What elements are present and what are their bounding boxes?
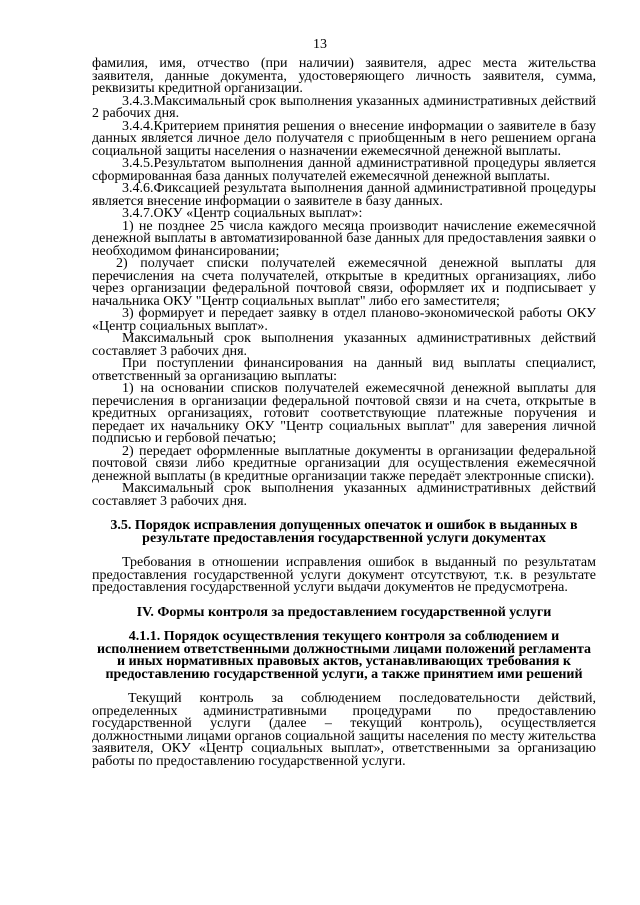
section-heading: 3.5. Порядок исправления допущенных опечаток и ошибок в выданных в результате предоставления государственной услуги документах bbox=[110, 518, 578, 546]
paragraph: Текущий контроль за соблюдением последовательности действий, определенных административными процедурами по предоставлению государственной услуги (далее – текущий контроль), осуществляется должностными лицами органов социальной защиты населения по месту жительства заявителя, ОКУ «Центр социальных выплат», ответственными за организацию работы по предоставлению государственной услуги. bbox=[92, 691, 596, 769]
paragraph: Максимальный срок выполнения указанных административных действий составляет 3 рабочих дня. bbox=[92, 331, 596, 359]
paragraph: Максимальный срок выполнения указанных административных действий составляет 3 рабочих дня. bbox=[92, 481, 596, 509]
paragraph: 3.4.5.Результатом выполнения данной административной процедуры является сформированная база данных получателей ежемесячной денежной выплаты. bbox=[92, 156, 596, 184]
chapter-heading: IV. Формы контроля за предоставлением государственной услуги bbox=[136, 604, 552, 620]
paragraph: 3.4.7.ОКУ «Центр социальных выплат»: bbox=[122, 206, 363, 221]
paragraph: 3.4.3.Максимальный срок выполнения указанных административных действий 2 рабочих дня. bbox=[92, 93, 596, 121]
paragraph: 3.4.4.Критерием принятия решения о внесение информации о заявителе в базу данных является личное дело получателя с приобщенным в него решением органа социальной защиты населения о назначении ежемесячной денежной выплаты. bbox=[92, 118, 596, 159]
list-item: 3) формирует и передает заявку в отдел планово-экономической работы ОКУ «Центр социальных выплат». bbox=[92, 306, 596, 334]
subsection-heading: 4.1.1. Порядок осуществления текущего контроля за соблюдением и исполнением ответственными должностными лицами положений регламента и иных нормативных правовых актов, устанавливающих требования к предоставлению государственной услуги, а также принятием ими решений bbox=[96, 629, 592, 682]
paragraph: фамилия, имя, отчество (при наличии) заявителя, адрес места жительства заявителя, данные документа, удостоверяющего личность заявителя, сумма, реквизиты кредитной организации. bbox=[92, 56, 596, 96]
list-item: 2) передает оформленные выплатные документы в организации федеральной почтовой связи либо кредитные организации для осуществления ежемесячной денежной выплаты (в кредитные организации также передаёт электронные списки). bbox=[92, 443, 596, 484]
paragraph: При поступлении финансирования на данный вид выплаты специалист, ответственный за организацию выплаты: bbox=[92, 356, 596, 384]
paragraph: 3.4.6.Фиксацией результата выполнения данной административной процедуры является внесение информации о заявителе в базу данных. bbox=[92, 181, 596, 209]
document-body bbox=[92, 58, 596, 768]
list-item: 1) не позднее 25 числа каждого месяца производит начисление ежемесячной денежной выплаты в автоматизированной базе данных для предоставления заявки о необходимом финансировании; bbox=[92, 218, 596, 259]
list-item: 2) получает списки получателей ежемесячной денежной выплаты для перечисления на счета получателей, открытые в кредитных организациях, либо через организации федеральной почтовой связи, оформляет их и подписывает у начальника ОКУ "Центр социальных выплат" либо его заместителя; bbox=[92, 256, 596, 309]
list-item: 1) на основании списков получателей ежемесячной денежной выплаты для перечисления в организации федеральной почтовой связи и на счета, открытые в кредитных организациях, готовит соответствующие платежные поручения и передает их начальнику ОКУ "Центр социальных выплат" для заверения личной подписью и гербовой печатью; bbox=[92, 381, 596, 446]
paragraph: Требования в отношении исправления ошибок в выданный по результатам предоставления государственной услуги документ отсутствуют, т.к. в результате предоставления государственной услуги выдачи документов не предусмотрена. bbox=[92, 555, 596, 595]
page-number: 13 bbox=[313, 37, 327, 52]
